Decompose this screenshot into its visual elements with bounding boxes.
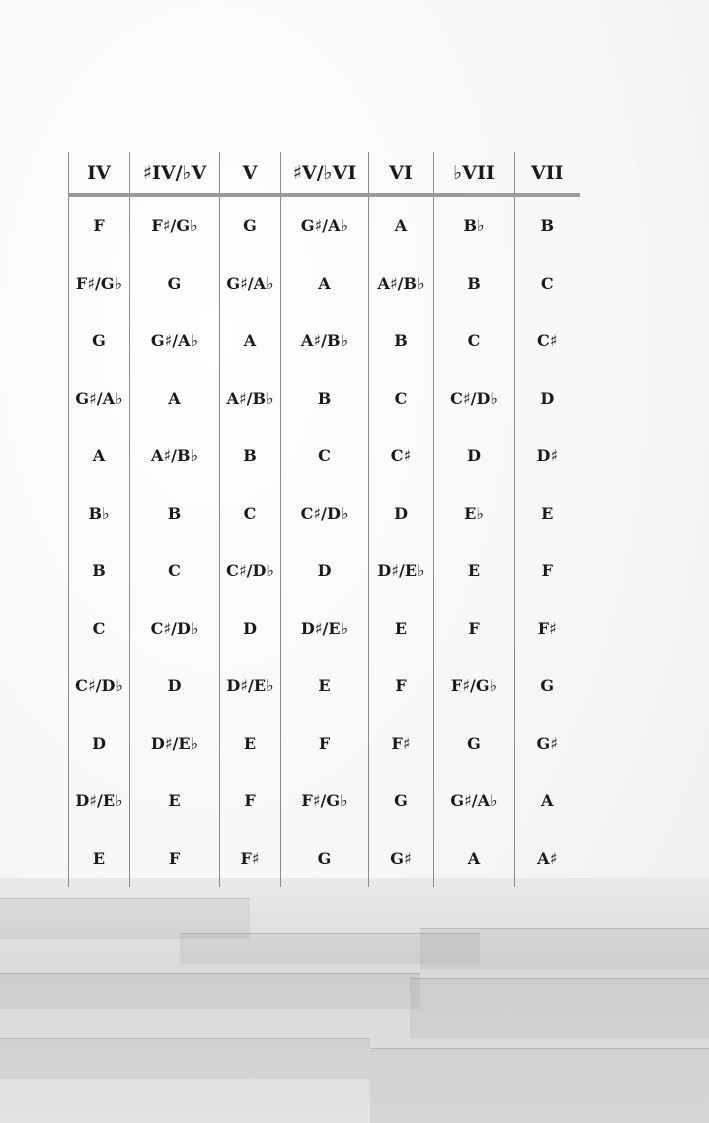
table-cell: A♯/B♭	[130, 427, 220, 485]
table-cell: D	[281, 542, 369, 600]
table-row	[69, 255, 580, 313]
table-cell: B	[130, 485, 220, 543]
table-cell: G	[369, 772, 434, 830]
table-cell: E	[281, 657, 369, 715]
table-cell: C	[281, 427, 369, 485]
wooden-floor-background	[0, 878, 709, 1123]
table-cell: F	[369, 657, 434, 715]
floor-plank	[370, 1048, 709, 1123]
table-cell: C	[369, 370, 434, 428]
table-cell: D♯/E♭	[220, 657, 281, 715]
table-cell: C♯/D♭	[69, 657, 130, 715]
header-sharp-iv-flat-v: ♯IV/♭V	[130, 152, 220, 195]
table-row	[69, 830, 580, 888]
table-cell: E	[434, 542, 515, 600]
table-cell: F♯	[515, 600, 580, 658]
table-cell: B	[69, 542, 130, 600]
floor-plank	[0, 1038, 370, 1079]
table-cell: D	[69, 715, 130, 773]
table-cell: G♯	[515, 715, 580, 773]
table-cell: B♭	[69, 485, 130, 543]
header-vii: VII	[515, 152, 580, 195]
table-cell: F♯	[220, 830, 281, 888]
table-cell: C	[130, 542, 220, 600]
table-cell: A	[220, 312, 281, 370]
table-row	[69, 427, 580, 485]
table-cell: F	[220, 772, 281, 830]
table-cell: D♯/E♭	[130, 715, 220, 773]
table-cell: F♯/G♭	[69, 255, 130, 313]
table-cell: F♯/G♭	[281, 772, 369, 830]
table-cell: F♯/G♭	[130, 195, 220, 255]
table-cell: G	[130, 255, 220, 313]
header-flat-vii: ♭VII	[434, 152, 515, 195]
table-row	[69, 715, 580, 773]
table-cell: F	[69, 195, 130, 255]
table-cell: B	[281, 370, 369, 428]
table-cell: G	[69, 312, 130, 370]
table-cell: G♯/A♭	[69, 370, 130, 428]
table-cell: F	[434, 600, 515, 658]
table-cell: C♯/D♭	[281, 485, 369, 543]
table-cell: F	[515, 542, 580, 600]
table-cell: D	[369, 485, 434, 543]
table-cell: C	[434, 312, 515, 370]
table-cell: E	[130, 772, 220, 830]
floor-plank	[0, 973, 420, 1009]
table-cell: G	[515, 657, 580, 715]
header-row	[69, 152, 580, 195]
table-cell: A♯/B♭	[220, 370, 281, 428]
table-cell: F♯	[369, 715, 434, 773]
table-cell: E	[69, 830, 130, 888]
table-cell: E♭	[434, 485, 515, 543]
floor-plank	[420, 928, 709, 969]
table-cell: D♯/E♭	[281, 600, 369, 658]
header-vi: VI	[369, 152, 434, 195]
table-row	[69, 370, 580, 428]
table-cell: D	[130, 657, 220, 715]
table-cell: D♯/E♭	[369, 542, 434, 600]
table-cell: A♯/B♭	[369, 255, 434, 313]
table-cell: C	[69, 600, 130, 658]
table-cell: A	[281, 255, 369, 313]
table-cell: A♯/B♭	[281, 312, 369, 370]
table-cell: A	[434, 830, 515, 888]
table-cell: D♯	[515, 427, 580, 485]
table-cell: C	[515, 255, 580, 313]
table-row	[69, 312, 580, 370]
table-cell: A	[69, 427, 130, 485]
table-cell: C	[220, 485, 281, 543]
header-sharp-v-flat-vi: ♯V/♭VI	[281, 152, 369, 195]
table-cell: B	[434, 255, 515, 313]
table-cell: G	[434, 715, 515, 773]
table-cell: E	[220, 715, 281, 773]
table-cell: C♯	[369, 427, 434, 485]
table-cell: B♭	[434, 195, 515, 255]
table-cell: D	[434, 427, 515, 485]
table-row	[69, 600, 580, 658]
table-cell: G♯/A♭	[434, 772, 515, 830]
table-cell: G♯/A♭	[130, 312, 220, 370]
table-cell: G	[281, 830, 369, 888]
table-cell: A	[369, 195, 434, 255]
table-row	[69, 772, 580, 830]
table-cell: B	[369, 312, 434, 370]
table-cell: A	[515, 772, 580, 830]
header-v: V	[220, 152, 281, 195]
table-cell: G♯/A♭	[281, 195, 369, 255]
table-cell: E	[369, 600, 434, 658]
table-cell: C♯	[515, 312, 580, 370]
table-row	[69, 195, 580, 255]
table-cell: G♯	[369, 830, 434, 888]
table-cell: B	[220, 427, 281, 485]
table-cell: C♯/D♭	[434, 370, 515, 428]
table-cell: A♯	[515, 830, 580, 888]
floor-plank	[410, 978, 709, 1039]
header-iv: IV	[69, 152, 130, 195]
table-row	[69, 485, 580, 543]
table-cell: C♯/D♭	[220, 542, 281, 600]
table-cell: C♯/D♭	[130, 600, 220, 658]
table-cell: D	[515, 370, 580, 428]
table-cell: F	[281, 715, 369, 773]
chord-degree-table	[68, 152, 580, 887]
table-cell: E	[515, 485, 580, 543]
table-row	[69, 657, 580, 715]
table-cell: G	[220, 195, 281, 255]
table-cell: B	[515, 195, 580, 255]
table-cell: A	[130, 370, 220, 428]
table-cell: D	[220, 600, 281, 658]
table-cell: G♯/A♭	[220, 255, 281, 313]
table-cell: F♯/G♭	[434, 657, 515, 715]
table-row	[69, 542, 580, 600]
table-cell: F	[130, 830, 220, 888]
table-cell: D♯/E♭	[69, 772, 130, 830]
